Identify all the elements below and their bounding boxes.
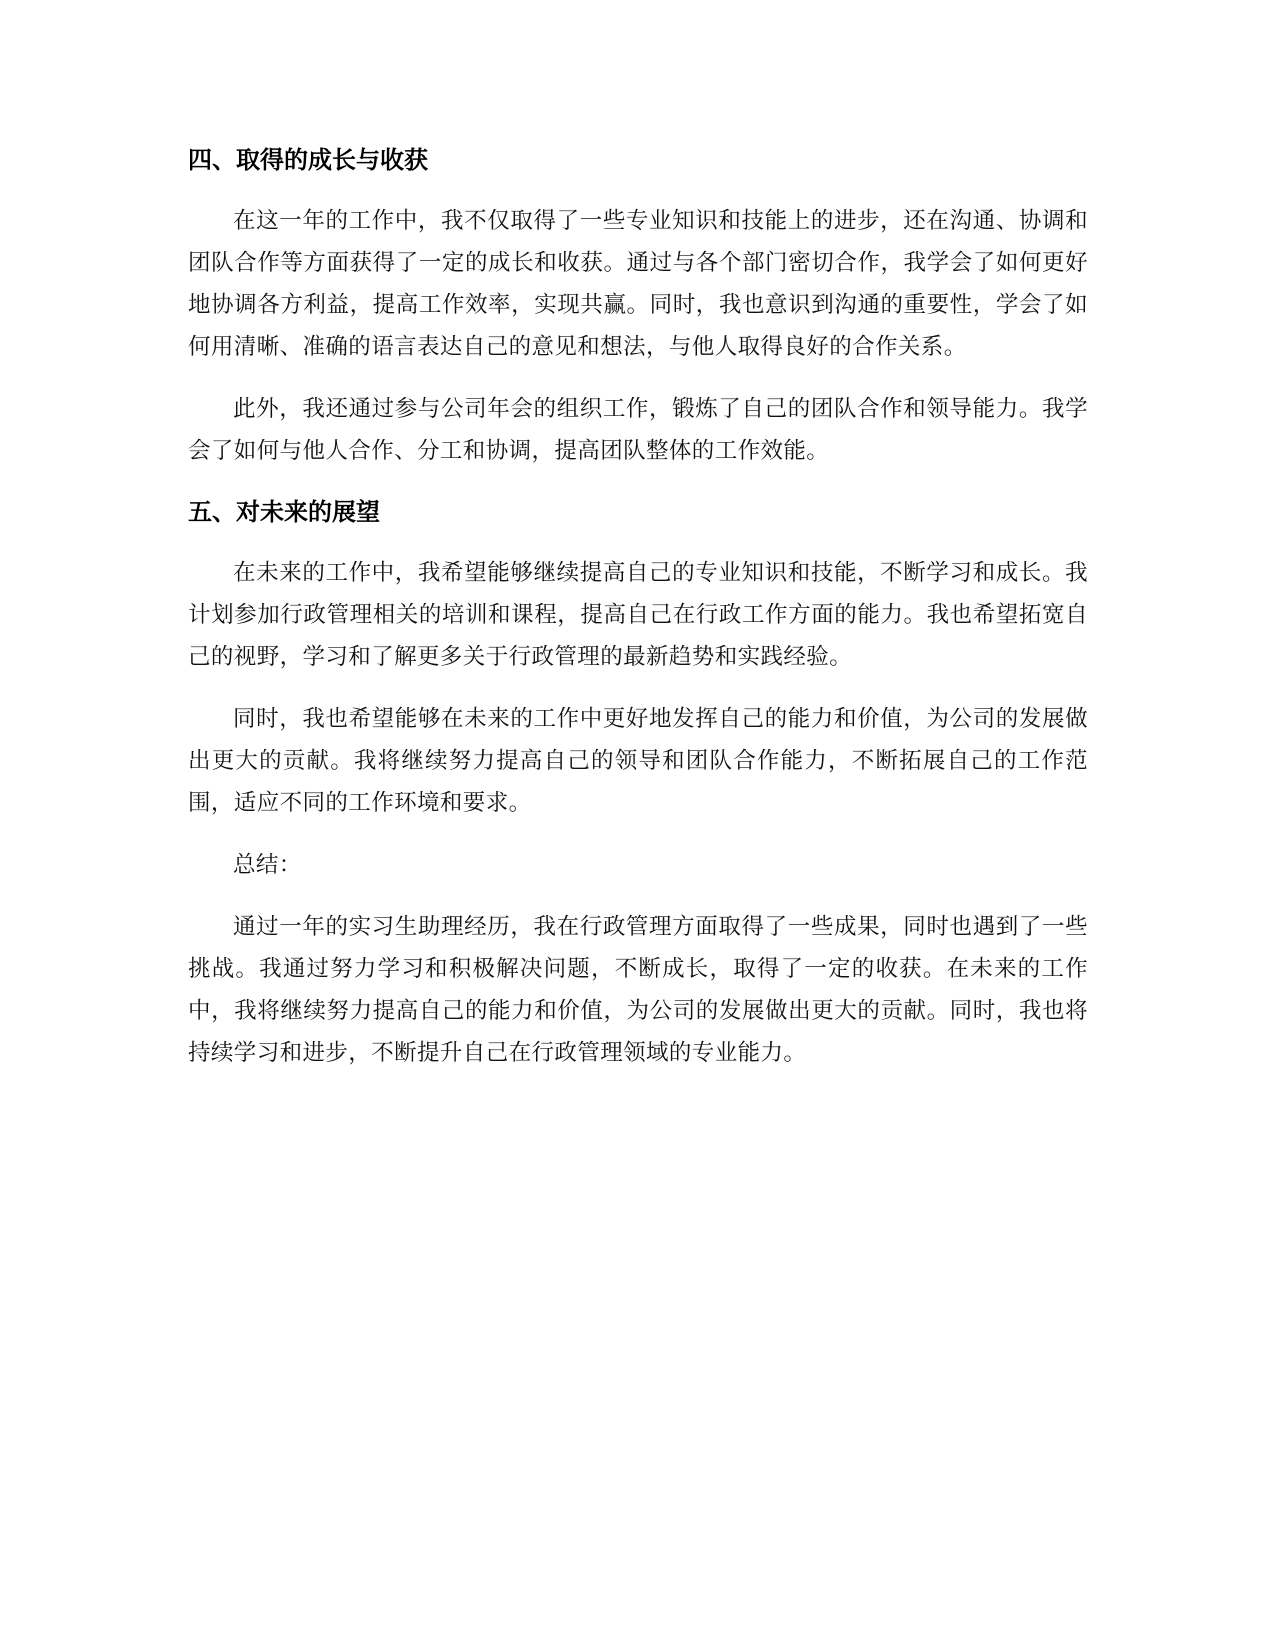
section-outlook <box>188 492 1088 1074</box>
paragraph: 通过一年的实习生助理经历，我在行政管理方面取得了一些成果，同时也遇到了一些挑战。我通过努力学习和积极解决问题，不断成长，取得了一定的收获。在未来的工作中，我将继续努力提高自己的能力和价值，为公司的发展做出更大的贡献。同时，我也将持续学习和进步，不断提升自己在行政管理领域的专业能力。 <box>188 914 1088 1066</box>
section-heading: 四、取得的成长与收获 <box>188 146 428 174</box>
paragraph: 此外，我还通过参与公司年会的组织工作，锻炼了自己的团队合作和领导能力。我学会了如何与他人合作、分工和协调，提高团队整体的工作效能。 <box>188 396 1088 464</box>
section-growth <box>188 140 1088 472</box>
section-heading: 五、对未来的展望 <box>188 498 380 526</box>
document-page <box>188 140 1088 1094</box>
paragraph: 在这一年的工作中，我不仅取得了一些专业知识和技能上的进步，还在沟通、协调和团队合作等方面获得了一定的成长和收获。通过与各个部门密切合作，我学会了如何更好地协调各方利益，提高工作效率，实现共赢。同时，我也意识到沟通的重要性，学会了如何用清晰、准确的语言表达自己的意见和想法，与他人取得良好的合作关系。 <box>188 208 1088 360</box>
paragraph: 在未来的工作中，我希望能够继续提高自己的专业知识和技能，不断学习和成长。我计划参加行政管理相关的培训和课程，提高自己在行政工作方面的能力。我也希望拓宽自己的视野，学习和了解更多关于行政管理的最新趋势和实践经验。 <box>188 560 1088 670</box>
summary-label: 总结： <box>233 852 302 878</box>
paragraph: 同时，我也希望能够在未来的工作中更好地发挥自己的能力和价值，为公司的发展做出更大的贡献。我将继续努力提高自己的领导和团队合作能力，不断拓展自己的工作范围，适应不同的工作环境和要求。 <box>188 706 1088 816</box>
